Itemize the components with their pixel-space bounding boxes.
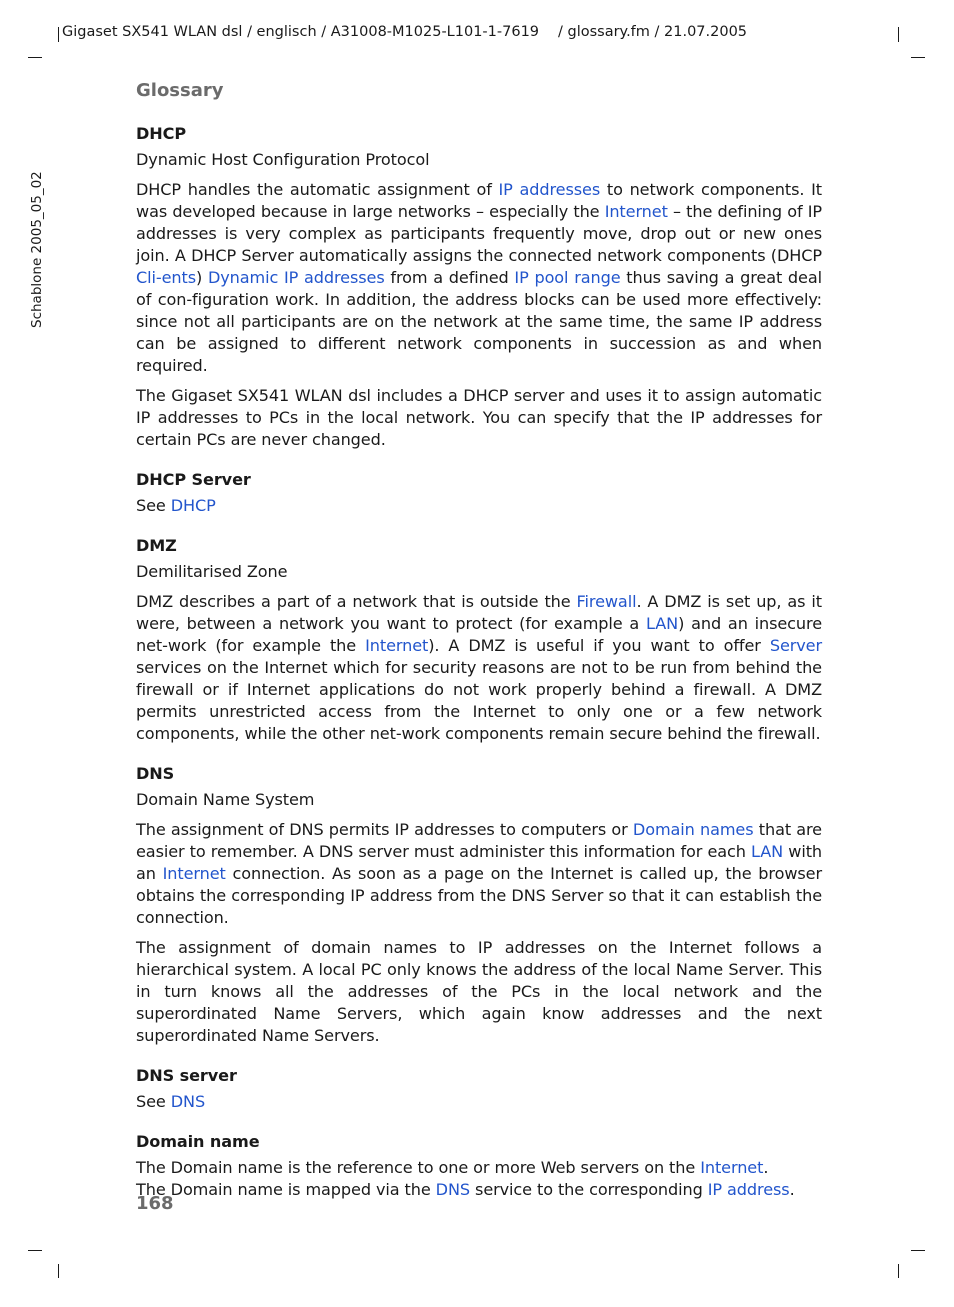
text-run: that are easier to remember. A DNS server must administer this information for each (136, 820, 822, 861)
link-dns[interactable]: DNS (435, 1180, 471, 1199)
term-description: The Gigaset SX541 WLAN dsl includes a DHCP server and uses it to assign automatic IP addresses to PCs in the local network. You can specify that the IP addresses for certain PCs are never changed. (136, 386, 822, 449)
glossary-content (136, 123, 822, 1219)
text-run: The assignment of DNS permits IP addresses to computers or (136, 820, 633, 839)
crop-mark-bottom-right-vertical (898, 1264, 899, 1278)
term-expansion: Domain Name System (136, 790, 315, 809)
template-side-label: Schablone 2005_05_02 (29, 171, 45, 328)
glossary-entry-dmz (136, 535, 822, 745)
text-run: ) (195, 268, 208, 287)
link-server[interactable]: Server (769, 636, 823, 655)
crop-mark-bottom-left-vertical (58, 1264, 59, 1278)
glossary-entry-dns (136, 763, 822, 1047)
see-reference (136, 1091, 822, 1113)
text-run: See (136, 1092, 171, 1111)
term-expansion: Demilitarised Zone (136, 562, 288, 581)
text-run: services on the Internet which for security reasons are not to be run from behind the firewall or if Internet applications do not work properly behind a firewall. A DMZ permits unrestricted access from the Internet to only one or a few network components, while the other net-work components remain secure behind the firewall. (136, 658, 822, 743)
link-clients[interactable]: Cli-ents (136, 268, 196, 287)
term-heading: DHCP (136, 124, 187, 143)
header-left-text: Gigaset SX541 WLAN dsl / englisch / A31008-M1025-L101-1-7619 (62, 24, 540, 40)
text-run: from a defined (384, 268, 515, 287)
glossary-entry-domain-name (136, 1131, 822, 1201)
term-description (136, 819, 822, 929)
link-internet[interactable]: Internet (365, 636, 429, 655)
glossary-entry-dhcp-server (136, 469, 822, 517)
crop-mark-bottom-left (28, 1250, 42, 1251)
text-run: to network components. It was developed because in large networks – especially the (136, 180, 823, 221)
header-right-bar (898, 27, 899, 42)
crop-mark-bottom-right (911, 1250, 925, 1251)
term-description: The assignment of domain names to IP addresses on the Internet follows a hierarchical system. A local PC only knows the address of the local Name Server. This in turn knows all the addresses of the PCs in the local network and the superordinated Name Servers, which again know addresses and the next superordinated Name Servers. (136, 938, 822, 1045)
text-run: The Domain name is the reference to one or more Web servers on the (136, 1158, 701, 1177)
glossary-entry-dhcp (136, 123, 822, 451)
crop-mark-top-right (911, 57, 925, 58)
text-run: . (789, 1180, 795, 1199)
text-run: – the defining of IP addresses is very complex as participants frequently move, drop out or new ones join. A DHCP Server automatically assigns the connected network components (DHCP (136, 202, 822, 265)
link-ip-address[interactable]: IP address (707, 1180, 790, 1199)
link-dynamic-ip-addresses[interactable]: Dynamic IP addresses (207, 268, 385, 287)
link-ip-pool-range[interactable]: IP pool range (514, 268, 621, 287)
link-lan[interactable]: LAN (646, 614, 679, 633)
glossary-entry-dns-server (136, 1065, 822, 1113)
term-heading: DHCP Server (136, 470, 251, 489)
text-run: The Domain name is mapped via the (136, 1180, 436, 1199)
see-reference (136, 495, 822, 517)
link-internet[interactable]: Internet (700, 1158, 764, 1177)
text-run: service to the corresponding (470, 1180, 708, 1199)
link-ip-addresses[interactable]: IP addresses (498, 180, 601, 199)
text-run: . (763, 1158, 769, 1177)
link-lan[interactable]: LAN (751, 842, 784, 861)
text-run: . A DMZ is set up, as it were, between a network you want to protect (for example a (136, 592, 822, 633)
term-description (136, 179, 822, 377)
link-dns[interactable]: DNS (170, 1092, 206, 1111)
text-run: ). A DMZ is useful if you want to offer (428, 636, 770, 655)
term-expansion: Dynamic Host Configuration Protocol (136, 150, 430, 169)
link-domain-names[interactable]: Domain names (632, 820, 754, 839)
term-description (136, 591, 822, 745)
text-run: with an (136, 842, 822, 883)
term-heading: Domain name (136, 1132, 260, 1151)
term-description-line (136, 1157, 822, 1179)
text-run: DMZ describes a part of a network that is outside the (136, 592, 577, 611)
header-left-bar (58, 27, 59, 42)
term-description-line (136, 1179, 822, 1201)
term-heading: DNS (136, 764, 175, 783)
section-title: Glossary (136, 80, 224, 101)
link-dhcp[interactable]: DHCP (170, 496, 216, 515)
text-run: ) and an insecure net-work (for example the (136, 614, 822, 655)
link-internet[interactable]: Internet (162, 864, 226, 883)
text-run: DHCP handles the automatic assignment of (136, 180, 499, 199)
link-firewall[interactable]: Firewall (576, 592, 637, 611)
header-right-text: / glossary.fm / 21.07.2005 (558, 24, 748, 40)
term-heading: DNS server (136, 1066, 237, 1085)
term-heading: DMZ (136, 536, 177, 555)
link-internet[interactable]: Internet (604, 202, 668, 221)
crop-mark-top-left (28, 57, 42, 58)
text-run: See (136, 496, 171, 515)
text-run: connection. As soon as a page on the Internet is called up, the browser obtains the corresponding IP address from the DNS Server so that it can establish the connection. (136, 864, 822, 927)
text-run: thus saving a great deal of con-figuration work. In addition, the address blocks can be used more effectively: since not all participants are on the network at the same time, the same IP address can be assigned to different network components in succession as and when required. (136, 268, 822, 375)
page-number: 168 (136, 1193, 174, 1214)
